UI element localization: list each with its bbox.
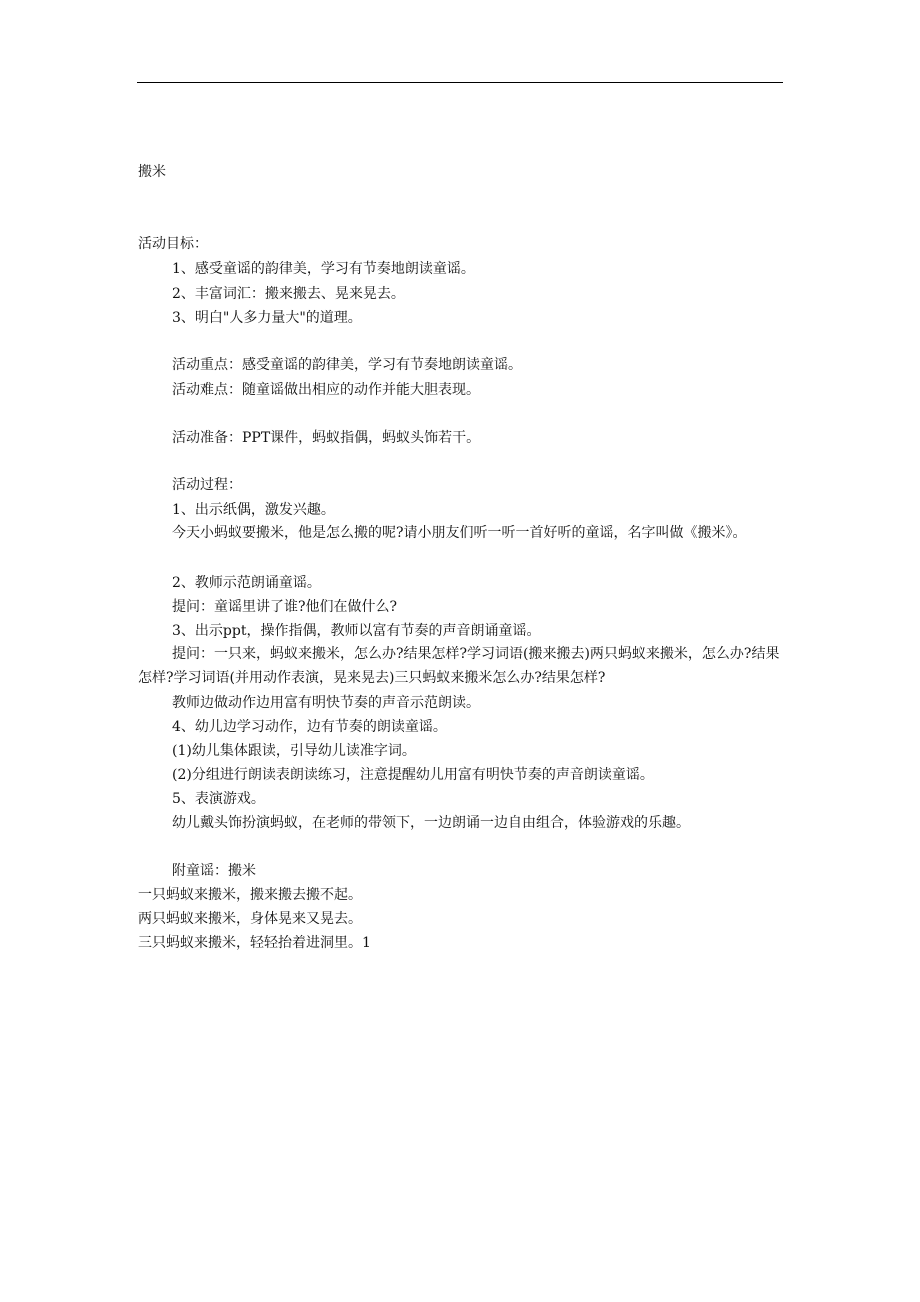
process-step: 5、表演游戏。 xyxy=(172,791,265,807)
rhyme-line: 一只蚂蚁来搬米，搬来搬去搬不起。 xyxy=(138,887,362,903)
process-heading: 活动过程： xyxy=(172,477,242,493)
key-point: 活动重点：感受童谣的韵律美，学习有节奏地朗读童谣。 xyxy=(172,357,522,373)
process-paragraph: 今天小蚂蚁要搬米，他是怎么搬的呢?请小朋友们听一听一首好听的童谣，名字叫做《搬米》。 xyxy=(172,525,747,541)
process-paragraph: 教师边做动作边用富有明快节奏的声音示范朗读。 xyxy=(172,695,480,711)
process-paragraph: 提问：童谣里讲了谁?他们在做什么? xyxy=(172,599,398,615)
process-paragraph: 提问：一只来，蚂蚁来搬米，怎么办?结果怎样?学习词语(搬来搬去)两只蚂蚁来搬米，怎么办?结果怎样?学习词语(并用动作表演，晃来晃去)三只蚂蚁来搬米怎么办?结果怎样? xyxy=(138,646,780,686)
rhyme-line: 三只蚂蚁来搬米，轻轻抬着进洞里。1 xyxy=(138,935,371,951)
goals-heading: 活动目标： xyxy=(138,236,208,252)
header-rule xyxy=(137,82,783,83)
rhyme-line: 两只蚂蚁来搬米，身体晃来又晃去。 xyxy=(138,911,362,927)
process-paragraph: (2)分组进行朗读表朗读练习，注意提醒幼儿用富有明快节奏的声音朗读童谣。 xyxy=(172,767,654,783)
preparation: 活动准备：PPT课件，蚂蚁指偶，蚂蚁头饰若干。 xyxy=(172,430,481,446)
process-step: 2、教师示范朗诵童谣。 xyxy=(172,575,321,591)
process-paragraph: (1)幼儿集体跟读，引导幼儿读准字词。 xyxy=(172,743,416,759)
goal-item: 2、丰富词汇：搬来搬去、晃来晃去。 xyxy=(172,286,405,302)
goal-item: 3、明白"人多力量大"的道理。 xyxy=(172,310,362,326)
process-paragraph: 幼儿戴头饰扮演蚂蚁，在老师的带领下，一边朗诵一边自由组合，体验游戏的乐趣。 xyxy=(172,815,690,831)
appendix-heading: 附童谣：搬米 xyxy=(172,863,256,879)
difficulty: 活动难点：随童谣做出相应的动作并能大胆表现。 xyxy=(172,382,480,398)
goal-item: 1、感受童谣的韵律美，学习有节奏地朗读童谣。 xyxy=(172,261,475,277)
document-title: 搬米 xyxy=(138,164,166,180)
process-step: 4、幼儿边学习动作，边有节奏的朗读童谣。 xyxy=(172,719,447,735)
process-step: 1、出示纸偶，激发兴趣。 xyxy=(172,502,335,518)
process-step: 3、出示ppt，操作指偶，教师以富有节奏的声音朗诵童谣。 xyxy=(172,623,541,639)
